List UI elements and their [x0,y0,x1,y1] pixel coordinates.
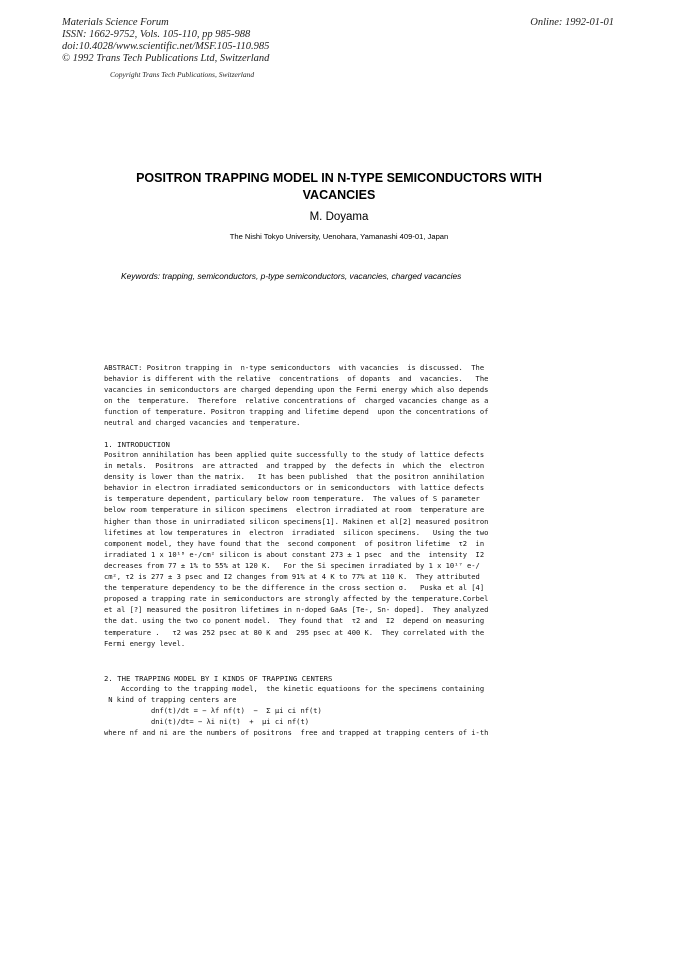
title-line-2: VACANCIES [302,188,376,202]
keywords: Keywords: trapping, semiconductors, p-type semiconductors, vacancies, charged vacancies [121,271,462,281]
body-line: N kind of trapping centers are [104,695,237,705]
abstract-line: on the temperature. Therefore relative concentrations of charged vacancies change as a [104,396,489,406]
body-line: According to the trapping model, the kinetic equatioons for the specimens containing [104,684,485,693]
body-line: behavior in electron irradiated semiconductors or in semiconductors with lattice defects [104,483,485,493]
section-heading: 2. THE TRAPPING MODEL BY I KINDS OF TRAPPING CENTERS [104,674,333,683]
body-line: lifetimes at low temperatures in electron irradiated silicon specimens. Using the two [104,527,489,537]
online-date: Online: 1992-01-01 [530,17,614,28]
abstract-line: ABSTRACT: Positron trapping in n-type semiconductors with vacancies is discussed. The [104,363,485,372]
body-line: the temperature dependency to be the difference in the cross section σ. Puska et al [4] [104,583,485,593]
abstract-line: neutral and charged vacancies and temperature. [104,418,301,428]
title-line-1: POSITRON TRAPPING MODEL IN N-TYPE SEMICONDUCTORS WITH [136,171,542,185]
body-line: below room temperature in silicon specimens electron irradiated at room temperature are [104,505,485,515]
equation-line: dni(t)/dt= − λi ni(t) + μi ci nf(t) [104,717,309,727]
affiliation: The Nishi Tokyo University, Uenohara, Yamanashi 409-01, Japan [229,232,449,241]
issn-line: ISSN: 1662-9752, Vols. 105-110, pp 985-988 [62,29,251,40]
journal-header [62,17,269,65]
section-trapping-model [104,674,488,738]
publisher-line: © 1992 Trans Tech Publications Ltd, Switzerland [62,53,270,64]
body-line: component model, they have found that the second component of positron lifetime τ2 in [104,538,485,548]
equation-line: dnf(t)/dt = − λf nf(t) − Σ μi ci nf(t) [104,706,322,716]
body-line: temperature . τ2 was 252 psec at 80 K and 295 psec at 400 K. They correlated with the [104,627,485,637]
body-line: Fermi energy level. [104,638,186,648]
abstract-line: vacancies in semiconductors are charged depending upon the Fermi energy which also depends [104,385,489,395]
body-line: where nf and ni are the numbers of positrons free and trapped at trapping centers of i-th [104,728,489,738]
body-line: Positron annihilation has been applied quite successfully to the study of lattice defects [104,450,485,459]
body-line: proposed a trapping rate in semiconductors are strongly affected by the temperature.Corbel [104,594,489,604]
body-line: is temperature dependent, particulary below room temperature. The values of S parameter [104,494,480,504]
body-line: decreases from 77 ± 1% to 55% at 120 K. For the Si specimen irradiated by 1 x 10¹⁷ e-/ [104,560,480,570]
body-line: higher than those in unirradiated silicon specimens[1]. Makinen et al[2] measured positron [104,516,489,526]
section-introduction [104,440,488,649]
section-heading: 1. INTRODUCTION [104,440,170,449]
journal-name: Materials Science Forum [62,17,169,28]
doi-line: doi:10.4028/www.scientific.net/MSF.105-110.985 [62,41,270,52]
abstract-line: behavior is different with the relative concentrations of dopants and vacancies. The [104,374,489,384]
body-line: density is lower than the matrix. It has been published that the positron annihilation [104,472,485,482]
abstract-line: function of temperature. Positron trapping and lifetime depend upon the concentrations of [104,407,489,417]
body-line: irradiated 1 x 10¹⁸ e-/cm² silicon is about constant 273 ± 1 psec and the intensity I2 [104,549,485,559]
author-name: M. Doyama [309,211,369,223]
body-line: cm², τ2 is 277 ± 3 psec and I2 changes from 91% at 4 K to 77% at 110 K. They attributed [104,572,480,582]
paper-title [40,170,638,204]
copyright-notice: Copyright Trans Tech Publications, Switzerland [110,70,255,79]
abstract [104,362,488,429]
body-line: the dat. using the two co ponent model. They found that τ2 and I2 depend on measuring [104,616,485,626]
body-line: in metals. Positrons are attracted and trapped by the defects in which the electron [104,461,485,471]
body-line: et al [?] measured the positron lifetimes in n-doped GaAs [Te-, Sn- doped]. They analyzed [104,605,489,615]
